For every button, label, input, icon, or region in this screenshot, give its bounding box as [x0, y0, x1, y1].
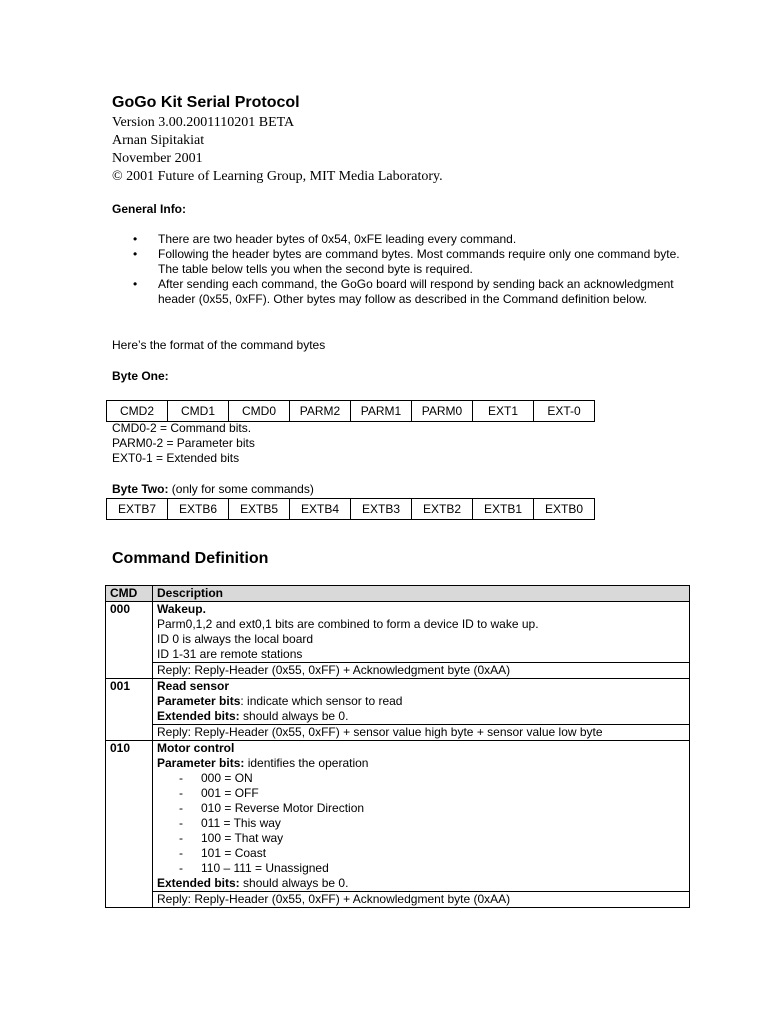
dash-icon: -	[179, 786, 183, 800]
op-text: 000 = ON	[201, 771, 253, 785]
param-text: : indicate which sensor to read	[240, 694, 403, 708]
legend-line: CMD0-2 = Command bits.	[112, 421, 252, 435]
bullet-icon: •	[133, 232, 138, 246]
ext-label: Extended bits:	[157, 709, 240, 723]
dash-icon: -	[179, 801, 183, 815]
op-text: 001 = OFF	[201, 786, 259, 800]
ext-label: Extended bits:	[157, 876, 240, 890]
cmd-name: Motor control	[157, 741, 235, 755]
general-info-list	[133, 232, 688, 307]
cmd-description	[153, 679, 690, 725]
cmd-code: 001	[106, 679, 153, 741]
legend-line: PARM0-2 = Parameter bits	[112, 436, 255, 450]
list-item	[133, 232, 688, 247]
bit-cell: EXTB7	[107, 499, 168, 520]
cmd-line	[157, 756, 685, 771]
cmd-reply: Reply: Reply-Header (0x55, 0xFF) + sensor value high byte + sensor value low byte	[153, 725, 690, 741]
byte-two-note: (only for some commands)	[171, 482, 314, 496]
cmd-reply: Reply: Reply-Header (0x55, 0xFF) + Acknowledgment byte (0xAA)	[153, 892, 690, 908]
general-info-heading: General Info:	[112, 202, 187, 216]
byte-two-table	[106, 498, 595, 520]
copyright-line: © 2001 Future of Learning Group, MIT Media Laboratory.	[112, 169, 443, 184]
bit-cell: EXTB6	[168, 499, 229, 520]
table-row	[106, 602, 690, 663]
op-text: 011 = This way	[201, 816, 281, 830]
date-line: November 2001	[112, 151, 203, 166]
cmd-line	[157, 709, 685, 724]
cmd-line	[157, 876, 685, 891]
cmd-line: ID 0 is always the local board	[157, 632, 314, 646]
dash-icon: -	[179, 816, 183, 830]
bullet-text: There are two header bytes of 0x54, 0xFE leading every command.	[158, 232, 517, 246]
list-item	[157, 786, 685, 801]
cmd-code: 000	[106, 602, 153, 679]
table-row	[106, 725, 690, 741]
table-row	[106, 741, 690, 892]
cmd-description	[153, 602, 690, 663]
dash-icon: -	[179, 771, 183, 785]
ext-text: should always be 0.	[239, 876, 349, 890]
byte-one-legend	[112, 421, 255, 466]
op-text: 110 – 111 = Unassigned	[201, 861, 329, 875]
op-text: 100 = That way	[201, 831, 284, 845]
bit-cell: PARM2	[290, 401, 351, 422]
bullet-icon: •	[133, 247, 138, 261]
format-intro: Here’s the format of the command bytes	[112, 338, 326, 352]
bit-cell: CMD0	[229, 401, 290, 422]
bit-cell: EXT1	[473, 401, 534, 422]
bit-cell: EXTB3	[351, 499, 412, 520]
list-item	[157, 831, 685, 846]
table-row	[107, 401, 595, 422]
author-line: Arnan Sipitakiat	[112, 133, 205, 148]
bullet-text: After sending each command, the GoGo board will respond by sending back an acknowledgment header (0x55, 0xFF). Other bytes may follow as described in the Command definition below.	[158, 277, 674, 306]
cmd-code: 010	[106, 741, 153, 908]
dash-icon: -	[179, 846, 183, 860]
byte-one-heading: Byte One:	[112, 369, 169, 383]
bit-cell: PARM0	[412, 401, 473, 422]
list-item	[157, 861, 685, 876]
table-row	[106, 892, 690, 908]
document-title: GoGo Kit Serial Protocol	[112, 94, 300, 111]
document-meta	[112, 114, 443, 186]
byte-one-table	[106, 400, 595, 422]
ext-text: should always be 0.	[239, 709, 349, 723]
bit-cell: EXT-0	[534, 401, 595, 422]
cmd-name: Wakeup.	[157, 602, 206, 616]
op-text: 010 = Reverse Motor Direction	[201, 801, 365, 815]
bit-cell: CMD1	[168, 401, 229, 422]
bit-cell: EXTB1	[473, 499, 534, 520]
byte-two-heading: Byte Two:	[112, 482, 169, 496]
description-column-header: Description	[153, 586, 690, 602]
table-header-row	[106, 586, 690, 602]
byte-two-heading-line	[112, 482, 314, 496]
table-row	[106, 663, 690, 679]
command-table	[105, 585, 690, 908]
bullet-icon: •	[133, 277, 138, 291]
cmd-column-header: CMD	[106, 586, 153, 602]
cmd-reply: Reply: Reply-Header (0x55, 0xFF) + Acknowledgment byte (0xAA)	[153, 663, 690, 679]
list-item	[157, 816, 685, 831]
version-line: Version 3.00.2001110201 BETA	[112, 115, 295, 130]
list-item	[133, 277, 688, 307]
list-item	[157, 846, 685, 861]
param-label: Parameter bits	[157, 694, 241, 708]
table-row	[107, 499, 595, 520]
dash-icon: -	[179, 861, 183, 875]
command-definition-title: Command Definition	[112, 550, 269, 567]
bit-cell: EXTB5	[229, 499, 290, 520]
bit-cell: EXTB4	[290, 499, 351, 520]
bit-cell: EXTB0	[534, 499, 595, 520]
legend-line: EXT0-1 = Extended bits	[112, 451, 240, 465]
bit-cell: PARM1	[351, 401, 412, 422]
table-row	[106, 679, 690, 725]
dash-icon: -	[179, 831, 183, 845]
bit-cell: CMD2	[107, 401, 168, 422]
list-item	[157, 801, 685, 816]
list-item	[133, 247, 688, 277]
cmd-line	[157, 694, 685, 709]
bit-cell: EXTB2	[412, 499, 473, 520]
list-item	[157, 771, 685, 786]
bullet-text: Following the header bytes are command bytes. Most commands require only one command byte. The table below tells you when the second byte is required.	[158, 247, 680, 276]
param-text: identifies the operation	[244, 756, 369, 770]
motor-ops-list	[157, 771, 685, 876]
cmd-line: ID 1-31 are remote stations	[157, 647, 303, 661]
op-text: 101 = Coast	[201, 846, 267, 860]
param-label: Parameter bits:	[157, 756, 245, 770]
cmd-name: Read sensor	[157, 679, 230, 693]
cmd-description	[153, 741, 690, 892]
cmd-line: Parm0,1,2 and ext0,1 bits are combined to form a device ID to wake up.	[157, 617, 539, 631]
